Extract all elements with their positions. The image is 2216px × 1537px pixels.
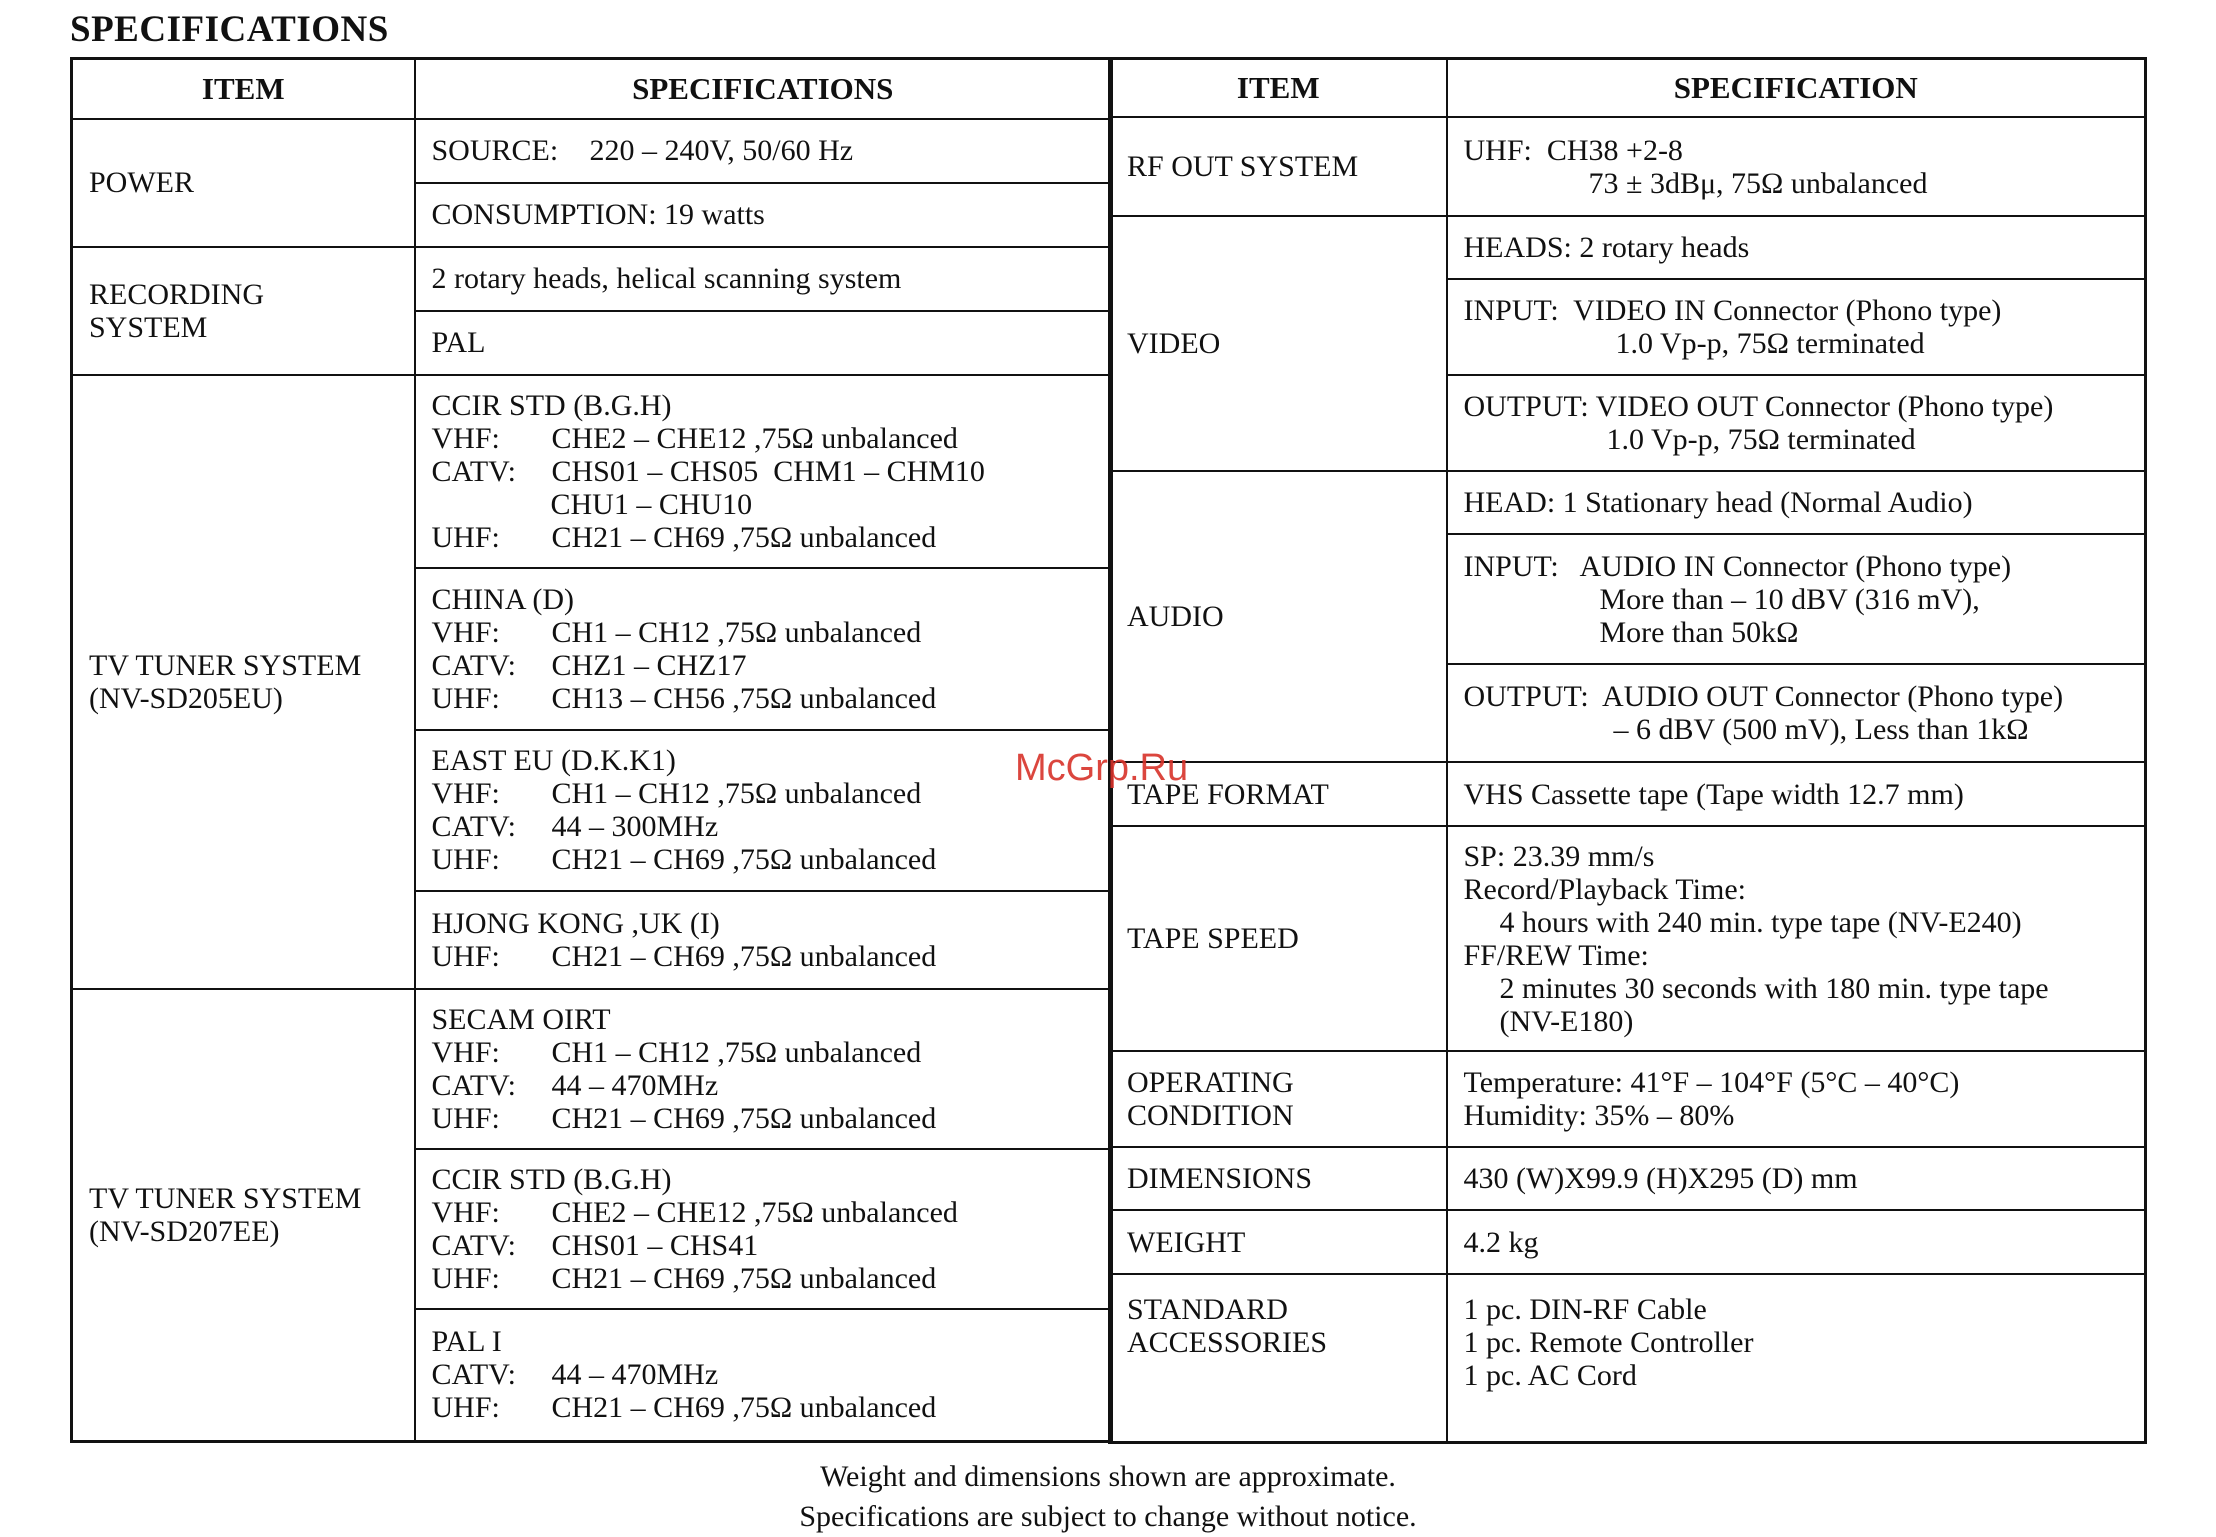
item-rf-out: RF OUT SYSTEM [1110,117,1447,216]
item-dimensions: DIMENSIONS [1110,1147,1447,1210]
left-header-item: ITEM [72,59,415,119]
watermark: McGrp.Ru [1015,747,1189,789]
item-video: VIDEO [1110,216,1447,471]
audio-input: INPUT: AUDIO IN Connector (Phono type) More than – 10 dBV (316 mV), More than 50kΩ [1447,534,2146,664]
left-spec-table [70,57,1113,1443]
item-tape-format: TAPE FORMAT [1110,762,1447,826]
footer-note-2: Specifications are subject to change without notice. [799,1500,1417,1533]
left-header-spec: SPECIFICATIONS [415,59,1112,119]
rf-out-value: UHF: CH38 +2-8 73 ± 3dBμ, 75Ω unbalanced [1447,117,2146,216]
power-source: SOURCE: 220 – 240V, 50/60 Hz [415,119,1112,183]
video-output: OUTPUT: VIDEO OUT Connector (Phono type) 1.0 Vp-p, 75Ω terminated [1447,375,2146,471]
page-title: SPECIFICATIONS [70,9,389,50]
recording-heads: 2 rotary heads, helical scanning system [415,247,1112,311]
tuner-ee-pal-i: PAL I CATV: 44 – 470MHz UHF: CH21 – CH69 ,75Ω unbalanced [415,1309,1112,1442]
tape-speed-value: SP: 23.39 mm/s Record/Playback Time: 4 hours with 240 min. type tape (NV-E240) FF/REW Time: 2 minutes 30 seconds with 180 min. type tape (NV-E180) [1447,826,2146,1051]
tape-format-value: VHS Cassette tape (Tape width 12.7 mm) [1447,762,2146,826]
operating-condition-value: Temperature: 41°F – 104°F (5°C – 40°C) Humidity: 35% – 80% [1447,1051,2146,1147]
footer-note-1: Weight and dimensions shown are approximate. [820,1460,1396,1493]
item-tv-tuner-eu: TV TUNER SYSTEM (NV-SD205EU) [72,375,415,989]
item-standard-accessories: STANDARD ACCESSORIES [1110,1274,1447,1442]
item-weight: WEIGHT [1110,1210,1447,1274]
item-tv-tuner-ee: TV TUNER SYSTEM (NV-SD207EE) [72,989,415,1442]
video-input: INPUT: VIDEO IN Connector (Phono type) 1.0 Vp-p, 75Ω terminated [1447,279,2146,375]
tuner-ee-secam: SECAM OIRT VHF: CH1 – CH12 ,75Ω unbalanced CATV: 44 – 470MHz UHF: CH21 – CH69 ,75Ω unbalanced [415,989,1112,1149]
right-spec-table [1108,57,2147,1444]
dimensions-value: 430 (W)X99.9 (H)X295 (D) mm [1447,1147,2146,1210]
tuner-eu-china: CHINA (D) VHF: CH1 – CH12 ,75Ω unbalanced CATV: CHZ1 – CHZ17 UHF: CH13 – CH56 ,75Ω unbalanced [415,568,1112,730]
recording-pal: PAL [415,311,1112,375]
audio-output: OUTPUT: AUDIO OUT Connector (Phono type) – 6 dBV (500 mV), Less than 1kΩ [1447,664,2146,762]
power-consumption: CONSUMPTION: 19 watts [415,183,1112,247]
item-power: POWER [72,119,415,247]
video-heads: HEADS: 2 rotary heads [1447,216,2146,279]
item-operating-condition: OPERATING CONDITION [1110,1051,1447,1147]
item-recording-system: RECORDING SYSTEM [72,247,415,375]
accessories-value: 1 pc. DIN-RF Cable 1 pc. Remote Controller 1 pc. AC Cord [1447,1274,2146,1442]
tuner-eu-hongkong: HJONG KONG ,UK (I) UHF: CH21 – CH69 ,75Ω unbalanced [415,891,1112,989]
item-tape-speed: TAPE SPEED [1110,826,1447,1051]
tuner-ee-ccir: CCIR STD (B.G.H) VHF: CHE2 – CHE12 ,75Ω unbalanced CATV: CHS01 – CHS41 UHF: CH21 – CH69 ,75Ω unbalanced [415,1149,1112,1309]
weight-value: 4.2 kg [1447,1210,2146,1274]
item-audio: AUDIO [1110,471,1447,762]
audio-head: HEAD: 1 Stationary head (Normal Audio) [1447,471,2146,534]
tuner-eu-ccir: CCIR STD (B.G.H) VHF: CHE2 – CHE12 ,75Ω unbalanced CATV: CHS01 – CHS05 CHM1 – CHM10 CHU1 – CHU10 UHF: CH21 – CH69 ,75Ω unbalanced [415,375,1112,568]
right-header-spec: SPECIFICATION [1447,59,2146,118]
tuner-eu-east: EAST EU (D.K.K1) VHF: CH1 – CH12 ,75Ω unbalanced CATV: 44 – 300MHz UHF: CH21 – CH69 ,75Ω unbalanced [415,730,1112,891]
right-header-item: ITEM [1110,59,1447,118]
